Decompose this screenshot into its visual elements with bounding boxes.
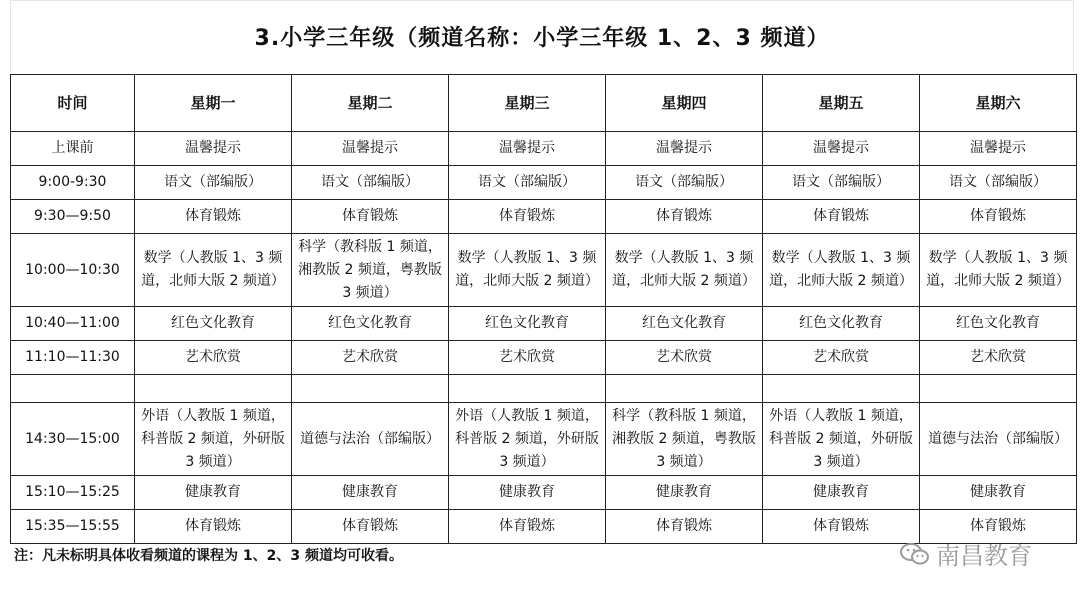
class-cell: 红色文化教育 — [292, 307, 449, 341]
class-cell: 温馨提示 — [763, 132, 920, 166]
class-cell: 科学（教科版 1 频道，湘教版 2 频道，粤教版 3 频道） — [292, 234, 449, 307]
column-header: 星期二 — [292, 75, 449, 132]
column-header: 时间 — [11, 75, 135, 132]
class-cell — [920, 375, 1077, 403]
column-header: 星期五 — [763, 75, 920, 132]
class-cell: 体育锻炼 — [920, 200, 1077, 234]
class-cell: 体育锻炼 — [135, 510, 292, 544]
column-header: 星期四 — [606, 75, 763, 132]
table-row — [11, 403, 1077, 476]
time-cell: 10:40—11:00 — [11, 307, 135, 341]
table-row — [11, 166, 1077, 200]
class-cell: 健康教育 — [763, 476, 920, 510]
class-cell: 体育锻炼 — [292, 510, 449, 544]
watermark — [900, 536, 1032, 571]
class-cell: 语文（部编版） — [606, 166, 763, 200]
time-cell: 11:10—11:30 — [11, 341, 135, 375]
time-cell: 14:30—15:00 — [11, 403, 135, 476]
class-cell: 健康教育 — [606, 476, 763, 510]
watermark-text: 南昌教育 — [936, 542, 1032, 570]
column-header: 星期一 — [135, 75, 292, 132]
class-cell: 语文（部编版） — [763, 166, 920, 200]
class-cell: 红色文化教育 — [920, 307, 1077, 341]
class-cell — [292, 375, 449, 403]
class-cell: 语文（部编版） — [920, 166, 1077, 200]
table-row — [11, 307, 1077, 341]
class-cell — [763, 375, 920, 403]
class-cell: 艺术欣赏 — [292, 341, 449, 375]
column-header: 星期六 — [920, 75, 1077, 132]
class-cell: 语文（部编版） — [135, 166, 292, 200]
class-cell: 体育锻炼 — [763, 200, 920, 234]
class-cell: 数学（人教版 1、3 频道，北师大版 2 频道） — [449, 234, 606, 307]
class-cell: 温馨提示 — [292, 132, 449, 166]
table-row — [11, 341, 1077, 375]
table-row — [11, 200, 1077, 234]
class-cell: 健康教育 — [135, 476, 292, 510]
class-cell: 温馨提示 — [920, 132, 1077, 166]
class-cell: 温馨提示 — [135, 132, 292, 166]
class-cell: 艺术欣赏 — [135, 341, 292, 375]
time-cell: 10:00—10:30 — [11, 234, 135, 307]
class-cell: 体育锻炼 — [292, 200, 449, 234]
time-cell: 9:30—9:50 — [11, 200, 135, 234]
class-cell — [606, 375, 763, 403]
time-cell: 15:35—15:55 — [11, 510, 135, 544]
class-cell: 艺术欣赏 — [920, 341, 1077, 375]
class-cell: 红色文化教育 — [135, 307, 292, 341]
footnote: 注：凡未标明具体收看频道的课程为 1、2、3 频道均可收看。 — [14, 548, 403, 564]
class-cell: 科学（教科版 1 频道，湘教版 2 频道，粤教版 3 频道） — [606, 403, 763, 476]
class-cell: 道德与法治（部编版） — [920, 403, 1077, 476]
wechat-icon — [900, 542, 930, 566]
class-cell: 红色文化教育 — [763, 307, 920, 341]
class-cell: 艺术欣赏 — [449, 341, 606, 375]
class-cell: 外语（人教版 1 频道，科普版 2 频道，外研版 3 频道） — [763, 403, 920, 476]
schedule-table — [10, 74, 1077, 544]
page-title: 3.小学三年级（频道名称：小学三年级 1、2、3 频道） — [10, 0, 1074, 72]
class-cell: 数学（人教版 1、3 频道，北师大版 2 频道） — [606, 234, 763, 307]
time-cell: 15:10—15:25 — [11, 476, 135, 510]
class-cell: 数学（人教版 1、3 频道，北师大版 2 频道） — [763, 234, 920, 307]
class-cell — [449, 375, 606, 403]
class-cell: 健康教育 — [920, 476, 1077, 510]
time-cell: 9:00-9:30 — [11, 166, 135, 200]
class-cell: 体育锻炼 — [606, 200, 763, 234]
column-header: 星期三 — [449, 75, 606, 132]
class-cell: 艺术欣赏 — [606, 341, 763, 375]
class-cell: 道德与法治（部编版） — [292, 403, 449, 476]
class-cell: 体育锻炼 — [606, 510, 763, 544]
class-cell: 艺术欣赏 — [763, 341, 920, 375]
class-cell: 体育锻炼 — [920, 510, 1077, 544]
class-cell: 体育锻炼 — [449, 200, 606, 234]
class-cell: 健康教育 — [292, 476, 449, 510]
time-cell — [11, 375, 135, 403]
class-cell: 红色文化教育 — [449, 307, 606, 341]
class-cell: 体育锻炼 — [449, 510, 606, 544]
class-cell: 数学（人教版 1、3 频道，北师大版 2 频道） — [135, 234, 292, 307]
time-cell: 上课前 — [11, 132, 135, 166]
header-row — [11, 75, 1077, 132]
class-cell: 外语（人教版 1 频道，科普版 2 频道，外研版 3 频道） — [449, 403, 606, 476]
table-row — [11, 375, 1077, 403]
table-row — [11, 476, 1077, 510]
table-row — [11, 132, 1077, 166]
class-cell: 语文（部编版） — [449, 166, 606, 200]
class-cell: 体育锻炼 — [135, 200, 292, 234]
class-cell — [135, 375, 292, 403]
class-cell: 体育锻炼 — [763, 510, 920, 544]
class-cell: 红色文化教育 — [606, 307, 763, 341]
class-cell: 数学（人教版 1、3 频道，北师大版 2 频道） — [920, 234, 1077, 307]
class-cell: 健康教育 — [449, 476, 606, 510]
class-cell: 温馨提示 — [449, 132, 606, 166]
class-cell: 温馨提示 — [606, 132, 763, 166]
class-cell: 语文（部编版） — [292, 166, 449, 200]
class-cell: 外语（人教版 1 频道，科普版 2 频道，外研版 3 频道） — [135, 403, 292, 476]
table-row — [11, 234, 1077, 307]
